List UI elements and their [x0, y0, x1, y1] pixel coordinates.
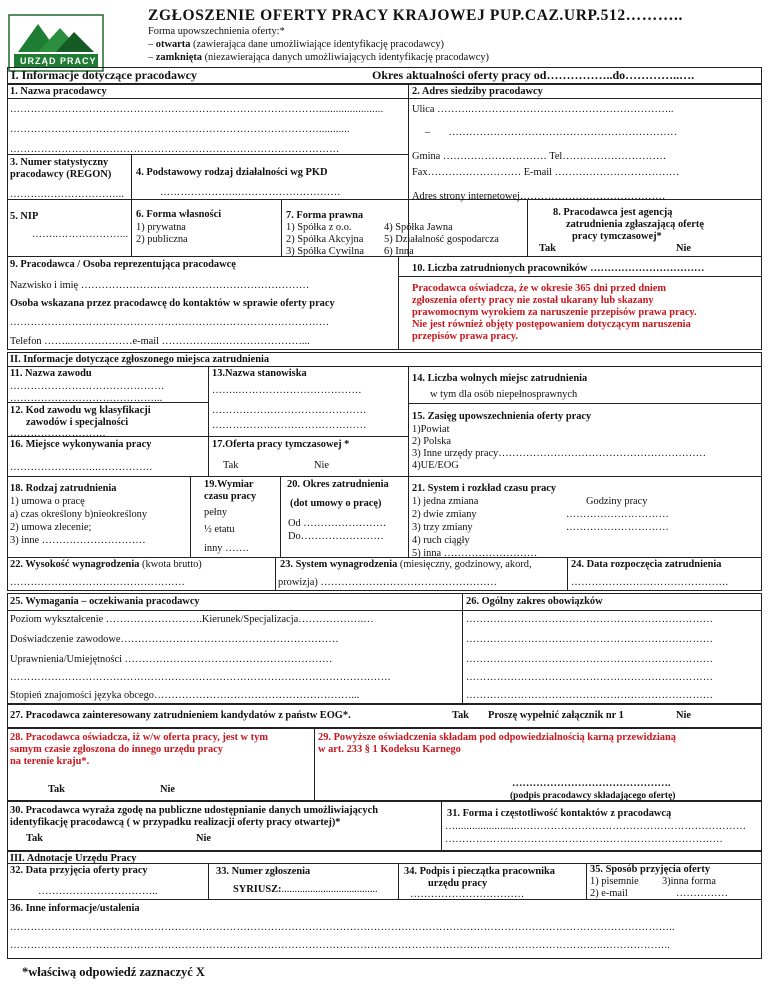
f12-label: 12. Kod zawodu wg klasyfikacji	[10, 405, 151, 416]
f33-label: 33. Numer zgłoszenia	[216, 866, 311, 877]
language-field[interactable]: Stopień znajomości języka obcego…………………………………………………...	[10, 690, 360, 701]
declaration-line: prawomocnym wyrokiem za naruszenie przepisów prawa pracy.	[412, 307, 697, 318]
other-info-field[interactable]: ………………………………………………………………………………………………………………………………………………………..………………..	[10, 940, 671, 951]
f18-option[interactable]: 1) umowa o pracę	[10, 496, 85, 507]
f7-option[interactable]: 5) Działalność gospodarcza	[384, 234, 499, 245]
occupation-name-field[interactable]: ……………………………………...	[10, 393, 163, 404]
municipality-phone-field[interactable]: Gmina ………………………… Tel…………………………	[412, 151, 667, 162]
f6-option[interactable]: 2) publiczna	[136, 234, 188, 245]
qualifications-field[interactable]: Uprawnienia/Umiejętności ……………………………………………………	[10, 654, 333, 665]
f7-option[interactable]: 2) Spółka Akcyjna	[286, 234, 364, 245]
f7-option[interactable]: 6) Inna	[384, 246, 414, 257]
employment-to-field[interactable]: Do……………………	[288, 531, 384, 542]
f15-option[interactable]: 3) Inne urzędy pracy……………………………………………………	[412, 448, 707, 459]
f21-option[interactable]: 5) inna ………………………	[412, 548, 538, 559]
form-label: Forma upowszechnienia oferty:*	[148, 26, 285, 37]
f7-option[interactable]: 1) Spółka z o.o.	[286, 222, 352, 233]
section-1-title: I. Informacje dotyczące pracodawcy	[11, 68, 197, 82]
f19-label-2: czasu pracy	[204, 491, 257, 502]
f18-option[interactable]: 3) inne …………………………	[10, 535, 146, 546]
f21-option[interactable]: 4) ruch ciągły	[412, 535, 470, 546]
page-title: ZGŁOSZENIE OFERTY PRACY KRAJOWEJ PUP.CAZ.URP.512………..	[148, 7, 683, 24]
f17-no[interactable]: Nie	[314, 460, 330, 471]
phone-email-field[interactable]: Telefon ……..………………e-mail ……………..……………………...	[10, 336, 310, 347]
f15-option[interactable]: 1)Powiat	[412, 424, 450, 435]
f34-label-2: urzędu pracy	[428, 878, 488, 889]
f21-label: 21. System i rozkład czasu pracy	[412, 483, 557, 494]
f3-label: 3. Numer statystyczny	[10, 157, 109, 168]
duties-field[interactable]: ………………………………………………………………	[466, 654, 714, 665]
f27-label: 27. Pracodawca zainteresowany zatrudnieniem kandydatów z państw EOG*.	[10, 710, 351, 721]
f8-label: 8. Pracodawca jest agencją	[553, 207, 673, 218]
declaration-line: zgłoszenia oferty pracy nie został ukarany lub skazany	[412, 295, 654, 306]
f19-option[interactable]: ½ etatu	[204, 524, 235, 535]
section-3-title: III. Adnotacje Urzędu Pracy	[10, 853, 137, 864]
f28-line: na terenie kraju*.	[10, 756, 90, 767]
f8-label-3: pracy tymczasowej*	[572, 231, 662, 242]
f27-no[interactable]: Nie	[676, 710, 692, 721]
f30-yes[interactable]: Tak	[26, 833, 43, 844]
duties-field[interactable]: ………………………………………………………………	[466, 634, 714, 645]
f9-label: 9. Pracodawca / Osoba reprezentująca pracodawcę	[10, 259, 236, 270]
f7-option[interactable]: 3) Spółka Cywilna	[286, 246, 364, 257]
f19-option[interactable]: pełny	[204, 507, 228, 518]
f34-label: 34. Podpis i pieczątka pracownika	[404, 866, 555, 877]
f18-option[interactable]: 2) umowa zlecenie;	[10, 522, 92, 533]
f15-option[interactable]: 2) Polska	[412, 436, 451, 447]
duties-field[interactable]: ………………………………………………………………	[466, 672, 714, 683]
f2-label: 2. Adres siedziby pracodawcy	[412, 86, 543, 97]
f28-line: 28. Pracodawca oświadcza, iż w/w oferta pracy, jest w tym	[10, 732, 268, 743]
f29-line: w art. 233 § 1 Kodeksu Karnego	[318, 744, 461, 755]
logo-text: URZĄD PRACY	[20, 56, 97, 66]
f24-label: 24. Data rozpoczęcia zatrudnienia	[571, 559, 722, 570]
f30-line: 30. Pracodawca wyraża zgodę na publiczne udostępnianie danych umożliwiających	[10, 805, 378, 816]
other-info-field[interactable]: …………………………………………………………………………………………………………………………………………………………………………..	[10, 922, 675, 933]
f30-line: identyfikację pracodawcą ( w przypadku realizacji oferty pracy otwartej)*	[10, 817, 341, 828]
f7-label: 7. Forma prawna	[286, 210, 364, 221]
f27-yes[interactable]: Tak	[452, 710, 469, 721]
working-hours-field[interactable]: …………………………	[566, 522, 669, 533]
duties-field[interactable]: ………………………………………………………………	[466, 614, 714, 625]
f28-line: samym czasie zgłoszona do innego urzędu pracy	[10, 744, 223, 755]
position-name-field-3[interactable]: ………………………………………	[212, 420, 367, 431]
f8-no[interactable]: Nie	[676, 243, 692, 254]
form-closed: – zamknięta (niezawierająca danych umożliwiających identyfikację pracodawcy)	[148, 52, 490, 63]
f28-no[interactable]: Nie	[160, 784, 176, 795]
working-hours-field[interactable]: …………………………	[566, 509, 669, 520]
syriusz-field[interactable]: SYRIUSZ:.....................................	[233, 884, 378, 895]
f4-label: 4. Podstawowy rodzaj działalności wg PKD	[136, 167, 328, 178]
f8-label-2: zatrudnienia zgłaszającą ofertę	[566, 219, 704, 230]
street-field[interactable]: Ulica ……….…………………………………………………..	[412, 104, 674, 115]
f20-label-2: (dot umowy o pracę)	[290, 498, 382, 509]
signature-caption: (podpis pracodawcy składającego ofertę)	[510, 791, 676, 801]
f16-label: 16. Miejsce wykonywania pracy	[10, 439, 152, 450]
f22-label: 22. Wysokość wynagrodzenia (kwota brutto)	[10, 559, 202, 570]
pkd-field[interactable]: …………………..…………………………	[160, 187, 341, 198]
f5-label: 5. NIP	[10, 211, 39, 222]
f25-label: 25. Wymagania – oczekiwania pracodawcy	[10, 596, 200, 607]
qualifications-field-2[interactable]: …………………………………………………………………………………………………	[10, 672, 392, 683]
f19-label: 19.Wymiar	[204, 479, 254, 490]
f21-option[interactable]: 2) dwie zmiany	[412, 509, 477, 520]
website-field[interactable]: Adres strony internetowej……………………………………	[412, 191, 666, 202]
employer-name-line[interactable]: ………………………………………………………………………………...........	[10, 124, 350, 135]
declaration-line: Nie jest również objęty postępowaniem dotyczącym naruszenia	[412, 319, 691, 330]
f17-label: 17.Oferta pracy tymczasowej *	[212, 439, 350, 450]
declaration-line: Pracodawca oświadcza, że w okresie 365 dni przed dniem	[412, 283, 667, 294]
contact-frequency-field[interactable]: ….......................…………………………………………………………	[445, 821, 747, 832]
f35-option-field[interactable]: ……………	[676, 888, 728, 899]
f3-label-2: pracodawcy (REGON)	[10, 169, 112, 180]
footnote: *właściwą odpowiedź zaznaczyć X	[22, 965, 205, 979]
f18-label: 18. Rodzaj zatrudnienia	[10, 483, 117, 494]
f21-option[interactable]: 1) jedna zmiana	[412, 496, 479, 507]
salary-system-field[interactable]: prowizja) ……………………………………………	[278, 577, 498, 588]
f32-label: 32. Data przyjęcia oferty pracy	[10, 865, 148, 876]
f11-label: 11. Nazwa zawodu	[10, 368, 92, 379]
f27-mid: Proszę wypełnić załącznik nr 1	[488, 710, 624, 721]
f21-option[interactable]: 3) trzy zmiany	[412, 522, 473, 533]
f17-yes[interactable]: Tak	[223, 460, 239, 471]
f14-disabled[interactable]: w tym dla osób niepełnosprawnych	[430, 389, 578, 400]
f6-option[interactable]: 1) prywatna	[136, 222, 186, 233]
contact-person-label: Osoba wskazana przez pracodawcę do kontaktów w sprawie oferty pracy	[10, 298, 335, 309]
f1-label: 1. Nazwa pracodawcy	[10, 86, 107, 97]
section-2-title: II. Informacje dotyczące zgłoszonego miejsca zatrudnienia	[10, 354, 270, 365]
start-date-field[interactable]: ……………………………………….	[571, 577, 729, 588]
f15-option[interactable]: 4)UE/EOG	[412, 460, 459, 471]
urzad-pracy-logo	[8, 14, 104, 72]
declaration-line: przepisów prawa pracy.	[412, 331, 518, 342]
f31-label: 31. Forma i częstotliwość kontaktów z pracodawcą	[447, 808, 672, 819]
work-place-field[interactable]: ……………………..…………….	[10, 462, 153, 473]
f35-option[interactable]: 3)inna forma	[662, 876, 716, 887]
f18-option[interactable]: a) czas określony b)nieokreślony	[10, 509, 148, 520]
employer-name-line[interactable]: ……………………………………………………………………………………	[10, 144, 340, 155]
f7-option[interactable]: 4) Spółka Jawna	[384, 222, 453, 233]
position-name-field[interactable]: ……..………………………………	[212, 385, 362, 396]
salary-field[interactable]: ……………………………………………	[10, 577, 186, 588]
occupation-name-field[interactable]: ………………………………………	[10, 381, 165, 392]
f29-line: 29. Powyższe oświadczenia składam pod odpowiedzialnością karną przewidzianą	[318, 732, 676, 743]
f28-yes[interactable]: Tak	[48, 784, 65, 795]
education-field[interactable]: Poziom wykształcenie ……………………….Kierunek/Specjalizacja……………….…	[10, 614, 374, 625]
validity-period: Okres aktualności oferty pracy od……………..do…………..….	[372, 68, 695, 82]
f30-no[interactable]: Nie	[196, 833, 212, 844]
f26-label: 26. Ogólny zakres obowiązków	[466, 596, 603, 607]
employer-name-line[interactable]: ……………………………………………………………………………….......................	[10, 104, 384, 115]
f14-label: 14. Liczba wolnych miejsc zatrudnienia	[412, 373, 588, 384]
regon-field[interactable]: ……….…………………...	[10, 189, 125, 200]
f12-label-2: zawodów i specjalności	[26, 417, 129, 428]
experience-field[interactable]: Doświadczenie zawodowe………………………………………………………	[10, 634, 339, 645]
occupation-code-field[interactable]: ……………………….	[10, 428, 106, 439]
duties-field[interactable]: ………………………………………………………………	[466, 690, 714, 701]
working-hours-label: Godziny pracy	[586, 496, 648, 507]
signature-line[interactable]: ……………………………………….	[512, 778, 671, 789]
contact-person-field[interactable]: …………………………………………………………………………………	[10, 317, 330, 328]
form-open: – otwarta (zawierająca dane umożliwiające identyfikację pracodawcy)	[148, 39, 444, 50]
f6-label: 6. Forma własności	[136, 209, 222, 220]
f15-label: 15. Zasięg upowszechnienia oferty pracy	[412, 411, 592, 422]
acceptance-date-field[interactable]: ……………………………..	[38, 886, 158, 897]
f10-label[interactable]: 10. Liczba zatrudnionych pracowników ……………………………	[412, 263, 705, 274]
f35-option[interactable]: 2) e-mail	[590, 888, 628, 899]
nip-field[interactable]: ……..………………...	[32, 229, 128, 240]
representative-name-field[interactable]: Nazwisko i imię …………………………………………………………	[10, 280, 310, 291]
f23-label: 23. System wynagrodzenia (miesięczny, godzinowy, akord,	[280, 559, 532, 570]
clerk-signature-field[interactable]: ……………………………	[410, 889, 525, 900]
address-line-2[interactable]: – …………………………………………………………	[425, 127, 677, 138]
f19-option[interactable]: inny …….	[204, 543, 249, 554]
employment-from-field[interactable]: Od ……………………	[288, 518, 387, 529]
f35-label: 35. Sposób przyjęcia oferty	[590, 864, 711, 875]
f13-label: 13.Nazwa stanowiska	[212, 368, 307, 379]
f35-option[interactable]: 1) pisemnie	[590, 876, 639, 887]
fax-email-field[interactable]: Fax……………………… E-mail ………………………………	[412, 167, 680, 178]
position-name-field-2[interactable]: ………………………………………	[212, 405, 367, 416]
f20-label: 20. Okres zatrudnienia	[287, 479, 389, 490]
f36-label: 36. Inne informacje/ustalenia	[10, 903, 140, 914]
f8-yes[interactable]: Tak	[539, 243, 556, 254]
contact-frequency-field[interactable]: ………………………………………………………………………	[445, 834, 724, 845]
